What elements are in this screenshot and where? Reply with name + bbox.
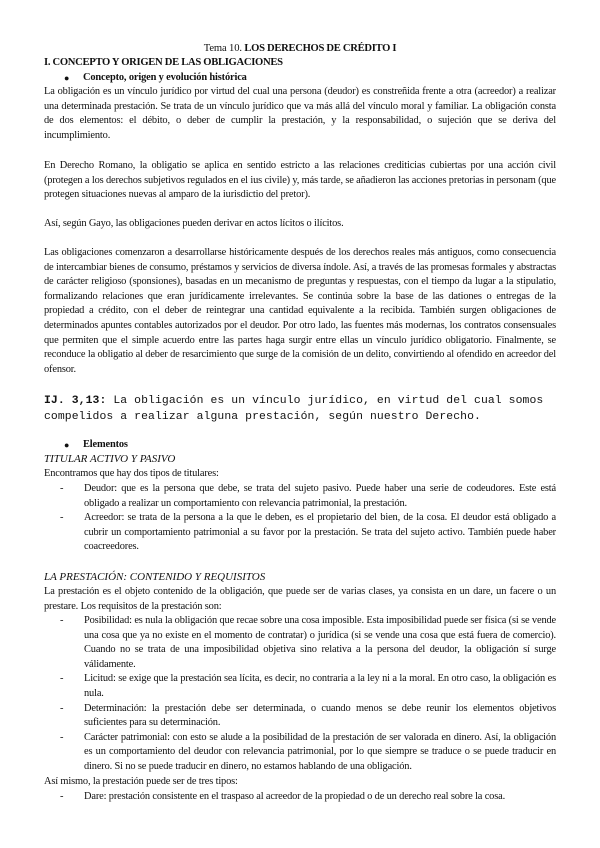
quote-institutes bbox=[44, 393, 564, 425]
bullet-dot-icon: ● bbox=[64, 73, 70, 83]
bullet-heading-concept: ● Concepto, origen y evolución histórica bbox=[66, 71, 247, 86]
document-title bbox=[0, 42, 600, 57]
titular-list bbox=[44, 482, 556, 555]
bullet-dot-icon: ● bbox=[64, 440, 70, 450]
list-item: - Determinación: la prestación debe ser determinada, o cuando menos se debe reunir los elementos objetivos suficientes para su determinación. bbox=[60, 702, 556, 729]
subheading-prestacion: LA PRESTACIÓN: CONTENIDO Y REQUISITOS bbox=[44, 571, 266, 583]
list-item: - Dare: prestación consistente en el traspaso al acreedor de la propiedad o de un derecho real sobre la cosa. bbox=[60, 791, 506, 802]
quote-ref: IJ. 3,13: bbox=[44, 395, 107, 407]
quote-text: La obligación es un vínculo jurídico, en virtud del cual somos compelidos a realizar alguna prestación, según nuestro Derecho. bbox=[44, 395, 544, 423]
list-item: - Deudor: que es la persona que debe, se trata del sujeto pasivo. Puede haber una serie de codeudores. Este está obligado a realizar un comportamiento con relevancia patrimonial, la prestación. bbox=[60, 483, 556, 509]
prestacion-types-list bbox=[44, 790, 556, 805]
list-item: - Carácter patrimonial: con esto se alude a la posibilidad de la prestación de ser valorada en dinero. Así, la obligación es un comportamiento del deudor con relevancia patrimonial, por lo que siempre se traduce o se puede traducir en dinero. Si no se puede traducir en dinero, no estamos hablando de una obligación. bbox=[60, 731, 556, 772]
paragraph-roman-law: En Derecho Romano, la obligatio se aplica en sentido estricto a las relaciones crediticias cubiertas por una acción civil (protegen a los derechos subjetivos regulados en el ius civile) y, más tarde, se añadieron las acciones pretorias in personam (que protegen situaciones nuevas al amparo de la iurisdictio del pretor). bbox=[44, 160, 556, 201]
paragraph-gayo: Así, según Gayo, las obligaciones pueden derivar en actos lícitos o ilícitos. bbox=[44, 218, 344, 229]
list-item: - Posibilidad: es nula la obligación que recae sobre una cosa imposible. Esta imposibilidad puede ser física (si se vende una cosa que ya no existe en el momento de contratar) o jurídica (si se vende una cosa que está fuera de comercio). Cuando no se trata de una imposibilidad objetiva sino relativa a la persona del deudor, la obligación sí surge válidamente. bbox=[60, 615, 556, 670]
prestacion-types-intro: Así mismo, la prestación puede ser de tres tipos: bbox=[44, 776, 238, 787]
title-prefix: Tema 10. bbox=[203, 43, 245, 54]
bullet-heading-elements: ● Elementos bbox=[66, 438, 128, 453]
list-item: - Licitud: se exige que la prestación sea lícita, es decir, no contraria a la ley ni a la moral. En otro caso, la obligación es nula. bbox=[60, 673, 556, 699]
title-bold: LOS DERECHOS DE CRÉDITO I bbox=[244, 43, 397, 54]
section-heading: I. CONCEPTO Y ORIGEN DE LAS OBLIGACIONES bbox=[44, 57, 283, 68]
prestacion-requisitos-list bbox=[44, 614, 556, 775]
subheading-titular: TITULAR ACTIVO Y PASIVO bbox=[44, 453, 176, 465]
prestacion-intro: La prestación es el objeto contenido de la obligación, que puede ser de varias clases, ya consista en un dare, un facere o un prestare. Los requisitos de la prestación son: bbox=[44, 586, 556, 612]
titular-intro: Encontramos que hay dos tipos de titulares: bbox=[44, 468, 219, 479]
list-item: - Acreedor: se trata de la persona a la que le deben, es el propietario del bien, de la cosa. El deudor está obligado a cubrir un comportamiento patrimonial a su favor por la prestación. Se trata del sujeto activo. También puede haber coacreedores. bbox=[60, 512, 556, 553]
paragraph-definition: La obligación es un vínculo jurídico por virtud del cual una persona (deudor) es constreñida frente a otra (acreedor) a realizar una determinada prestación. Se trata de un vínculo jurídico que va más allá del vínculo moral y familiar. La obligación consta de dos elementos: el débito, o deber de cumplir la prestación, y la responsabilidad, o sujeción que se deriva del incumplimiento. bbox=[44, 86, 556, 141]
paragraph-history: Las obligaciones comenzaron a desarrollarse históricamente después de los derechos reales más antiguos, como consecuencia de intercambiar bienes de consumo, préstamos y servicios de diversa índole. Así, a través de las promesas formales y abstractas de carácter religioso (sponsiones), basadas en un mecanismo de preguntas y respuestas, con el tiempo da lugar a la stipulatio, formalizando relaciones que eran jurídicamente irrelevantes. Se continúa sobre la base de las dationes o entregas de la propiedad a crédito, con el deber de reintegrar una cantidad equivalente a la recibida. También surgen obligaciones de determinados apuntes contables autorizados por el deudor. Por otro lado, las fuentes más modernas, los contratos consensuales que permiten que el simple acuerdo entre las partes haga surgir entre ellas un vínculo jurídico obligatorio. Finalmente, se reconduce la obligatio al deber de resarcimiento que surge de la comisión de un delito, convirtiendo al ofendido en acreedor del ofensor. bbox=[44, 247, 556, 375]
